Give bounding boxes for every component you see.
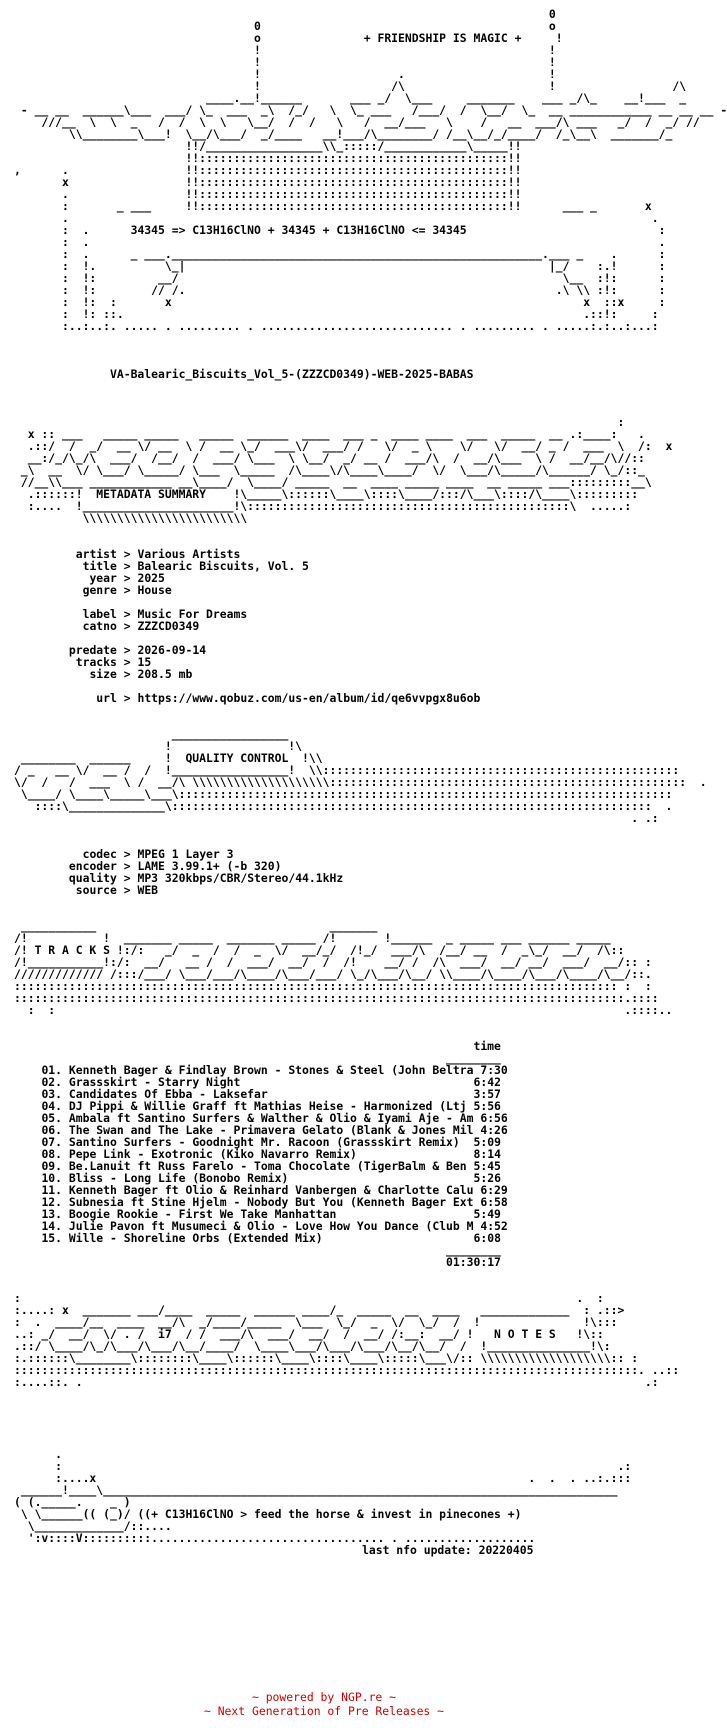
- track-title: DJ Pippi & Willie Graff ft Mathias Heise - Harmonized (Ltj: [68, 1099, 467, 1113]
- info-row: quality > MP3 320kbps/CBR/Stereo/44.1kHz: [62, 871, 344, 885]
- track-time: 6:08: [473, 1231, 501, 1245]
- info-value[interactable]: https://www.qobuz.com/us-en/album/id/qe6vvpgx8u6ob: [137, 691, 481, 705]
- info-value: Various Artists: [137, 547, 241, 561]
- bottom-ascii-art: . : .: :....x . . . ..:.::: ______!____\___________________________________________________________________________ ( (._____. _ ) \ \______(( (_)/ ((+ C13H16ClNO > feed the horse & invest in pinecones +) \_____________/::.... ':v::::V::::::::::.................................. . ...................: [14, 1447, 632, 1545]
- footer-tagline: ~ Next Generation of Pre Releases ~: [203, 1704, 445, 1718]
- info-value: 208.5 mb: [137, 667, 193, 681]
- info-value: Balearic Biscuits, Vol. 5: [137, 559, 309, 573]
- track-number: 10.: [41, 1171, 63, 1185]
- track-title: Bliss - Long Life (Bonobo Remix): [68, 1171, 289, 1185]
- info-key: url: [62, 691, 117, 705]
- track-time: 5:49: [473, 1207, 501, 1221]
- info-key: predate: [62, 643, 117, 657]
- release-name: VA-Balearic_Biscuits_Vol_5-(ZZZCD0349)-WEB-2025-BABAS: [110, 367, 474, 381]
- track-title: Santino Surfers - Goodnight Mr. Racoon (Grassskirt Remix): [68, 1135, 460, 1149]
- total-rule: ________: [446, 1243, 501, 1257]
- track-title: Candidates Of Ebba - Laksefar: [68, 1087, 268, 1101]
- track-time: 5:09: [473, 1135, 501, 1149]
- info-value: 15: [137, 655, 152, 669]
- track-time: 6:42: [473, 1075, 501, 1089]
- metadata-summary: [14, 548, 727, 704]
- info-row: year > 2025: [62, 571, 165, 585]
- track-number: 05.: [41, 1111, 63, 1125]
- notes-header-art: : . : :....: x _______ ___/____ _____ ______ ____/_ _____ __ ____ _____________ : .::> : . ____/__ ____ __/\ _/____/_____ \___ \_/ _ \/ \_/ / ! !\::: ..: _/ __/ \/ . / i7 / / ___/\ ___/ __/ / __/ /:__: __/ ! N O T E S !\:: .::/ \____/\_/\___/\___/\__/____/ \____\___/\___/\___/\__/\__/ / !_______________!\: :.::::::\________\::::::::\____\::::::\____\::::\____\:::::\___\/:: \\\\\\\\\\\\\\\\\\\:: : :::::::::::::::::::::::::::::::::::::::::::::::::::::::::::::::::::::::::::::::::::::::::::. ..:: :....::. . .:: [14, 1291, 680, 1389]
- track-title: The Swan and The Lake - Primavera Gelato (Blank & Jones Mil: [68, 1123, 474, 1137]
- info-value: House: [137, 583, 172, 597]
- info-row: size > 208.5 mb: [62, 667, 193, 681]
- header-rule: ________: [446, 1051, 501, 1065]
- track-title: Boogie Rookie - First We Take Manhattan: [68, 1207, 337, 1221]
- info-row: predate > 2026-09-14: [62, 643, 207, 657]
- track-number: 15.: [41, 1231, 63, 1245]
- info-row: catno > ZZZCD0349: [62, 619, 200, 633]
- info-row: url > https://www.qobuz.com/us-en/album/id/qe6vvpgx8u6ob: [62, 691, 481, 705]
- info-value: Music For Dreams: [137, 607, 248, 621]
- info-key: title: [62, 559, 117, 573]
- info-value: 2025: [137, 571, 165, 585]
- track-time: 4:26: [480, 1123, 508, 1137]
- quality-header-art: _________________ ! !\ ________ ______ ! QUALITY CONTROL !\\ / _ __ \/ __ / / !_________________! \\:::::::::::::::::::::::::::::::::::::::::::::::::::: \/ / / ___ \ / __/\ \\\\\\\\\\\\\\\\\\\\:::::::::::::::::::::::::::::::::::::::::::::::::::: . \____/ \____\_____\___\:::::::::::::::::::::::::::::::::::::::::::::::::::::::::::::::::::::::: ::::\______________\:::::::::::::::::::::::::::::::::::::::::::::::::::::::::::::::::::::: . . .:: [14, 727, 707, 825]
- info-row: title > Balearic Biscuits, Vol. 5: [62, 559, 309, 573]
- track-number: 09.: [41, 1159, 63, 1173]
- track-title: Julie Pavon ft Musumeci & Olio - Love How You Dance (Club M: [68, 1219, 474, 1233]
- track-time: 7:30: [480, 1063, 508, 1077]
- track-number: 02.: [41, 1075, 63, 1089]
- track-time: 8:14: [473, 1147, 501, 1161]
- track-title: Kenneth Bager ft Olio & Reinhard Vanbergen & Charlotte Calu: [68, 1183, 474, 1197]
- top-ascii-art: 0 0 o o + FRIENDSHIP IS MAGIC + ! ! ! ! ! ! . ! ! /\ ! /\ ____.__!______ ___ _/ \___ _______ ___ _/\_ __!___ _ - __ __ ______\___ ___/ \_ ___ _\ /_/ \ \_ ___ /___/ / \__/ \_ __ ____________ __ __ __ - ///__ \ \ _ / / \ \ \__/ / / \ / __/___ \ / __ ___/\ ___ _/ / _/ // \\________\___! \__/\___/ _/____ __!___/\________/ /__\__/_/____/ /_\__\ _______/_ !!/_________________\\_:::::/____________\_____!! !!:::::::::::::::::::::::::::::::::::::::::::::!! , . !!:::::::::::::::::::::::::::::::::::::::::::::!! x !!:::::::::::::::::::::::::::::::::::::::::::::!! . !!:::::::::::::::::::::::::::::::::::::::::::::!! : _ ___ !!:::::::::::::::::::::::::::::::::::::::::::::!! ___ _ x . . : . 34345 => C13H16ClNO + 34345 + C13H16ClNO <= 34345 : : . . : . _ ___.______________________________________________________.___ _ . : : !. \_| |_/ :.! : : !: __/ \__ :!: : : !: // /. .\ \\ :!: : : !: : x x ::x : : !: ::. .::!: : :..:..:. ..... . ......... . ............................ . ......... . .....:.:..:...:: [14, 7, 727, 333]
- track-title: Pepe Link - Exotronic (Kiko Navarro Remix): [68, 1147, 357, 1161]
- track-time: 6:29: [480, 1183, 508, 1197]
- info-key: codec: [62, 847, 117, 861]
- total-time: 01:30:17: [446, 1255, 501, 1269]
- track-title: Subnesia ft Stine Hjelm - Nobody But You (Kenneth Bager Ext: [68, 1195, 474, 1209]
- last-update: last nfo update: 20220405: [362, 1543, 534, 1557]
- info-value: LAME 3.99.1+ (-b 320): [137, 859, 282, 873]
- track-number: 04.: [41, 1099, 63, 1113]
- track-time: 3:57: [473, 1087, 501, 1101]
- track-title: Grassskirt - Starry Night: [68, 1075, 241, 1089]
- track-number: 14.: [41, 1219, 63, 1233]
- track-time: 5:45: [473, 1159, 501, 1173]
- info-key: artist: [62, 547, 117, 561]
- track-number: 01.: [41, 1063, 63, 1077]
- info-key: source: [62, 883, 117, 897]
- metadata-header-art: : x :: ___ _____ _____ _____ ______ ____ ___ _ ____ ____ ___ _____ __ .:____: . .::/ / _/ __ \/ __ \ / __ \_/ ___\/ ___/ / \/ _ \ \/ \/ __/ _ / ___ \ /: x __:/_/\_/\ ___/ /__/ / ___/ \___ \ \__/ _/ __ / ___/\ / __/\___ \ / __/__/\//:: _\ __ \/ \___/ \_____/ \___ \_____ /\____\/\____\____/ \/ \___/\_____/\______/ \_/::_ //__\\___ ____________ __\____/ \____/ _____ __ ____ _____ ____ __ _____ ___:::::::::__\ .::::::! METADATA SUMMARY !\_____\::::::\____\::::\____/:::/\___\::::/\____\::::::::: :.... !______________________!\:::::::::::::::::::::::::::::::::::::::::::::::\ .....: \\\\\\\\\\\\\\\\\\\\\\\\: [20, 415, 673, 525]
- table-row: [14, 1256, 727, 1268]
- track-title: Ambala ft Santino Surfers & Walther & Olio & Iyami Aje - Am: [68, 1111, 474, 1125]
- info-key: quality: [62, 871, 117, 885]
- info-value: MP3 320kbps/CBR/Stereo/44.1kHz: [137, 871, 344, 885]
- info-key: catno: [62, 619, 117, 633]
- nfo-text: [14, 8, 727, 1556]
- info-row: codec > MPEG 1 Layer 3: [62, 847, 234, 861]
- info-key: year: [62, 571, 117, 585]
- footer-powered-by: ~ powered by NGP.re ~: [251, 1690, 396, 1704]
- info-value: MPEG 1 Layer 3: [137, 847, 234, 861]
- info-row: artist > Various Artists: [62, 547, 241, 561]
- info-row: tracks > 15: [62, 655, 152, 669]
- track-number: 06.: [41, 1123, 63, 1137]
- track-number: 08.: [41, 1147, 63, 1161]
- tracklist: [14, 1040, 727, 1268]
- info-key: tracks: [62, 655, 117, 669]
- quality-summary: [14, 848, 727, 896]
- track-time: 6:58: [480, 1195, 508, 1209]
- time-column-header: time: [473, 1039, 501, 1053]
- info-row: label > Music For Dreams: [62, 607, 248, 621]
- track-time: 4:52: [480, 1219, 508, 1233]
- info-key: size: [62, 667, 117, 681]
- track-title: Wille - Shoreline Orbs (Extended Mix): [68, 1231, 323, 1245]
- tracks-header-art: ___________ _______ /! ! _______ _____ _______ _____ /! !______ _ _____ ___ ______ _____ /! T R A C K S !:/: _/ _ / / _ \/ __/_/ /!_/ ___/\ /__/ __ / _\_/ __/ /\:: /!___________!:/: __/ __ / / ___/ __/ / /! __/ / /\ ___/ __/ __/ ___/ __/:: : ///////////// /:::/___/ \___/___/\____/\___/___/ \_/\___/\__/ \\____/\____/\___/\____/\__/::. :::::::::::::::::::::::::::::::::::::::::::::::::::::::::::::::::::::::::::::::::::::::: : : :::::::::::::::::::::::::::::::::::::::::::::::::::::::::::::::::::::::::::::::::::::::::.:::: : : .::::..: [14, 919, 673, 1017]
- info-value: ZZZCD0349: [137, 619, 200, 633]
- track-number: 07.: [41, 1135, 63, 1149]
- footer: [0, 1690, 648, 1718]
- info-value: 2026-09-14: [137, 643, 207, 657]
- info-row: source > WEB: [62, 883, 159, 897]
- track-number: 11.: [41, 1183, 63, 1197]
- track-title: Kenneth Bager & Findlay Brown - Stones & Steel (John Beltra: [68, 1063, 474, 1077]
- info-key: encoder: [62, 859, 117, 873]
- info-row: genre > House: [62, 583, 172, 597]
- track-number: 13.: [41, 1207, 63, 1221]
- info-row: encoder > LAME 3.99.1+ (-b 320): [62, 859, 282, 873]
- info-value: WEB: [137, 883, 159, 897]
- track-number: 12.: [41, 1195, 63, 1209]
- info-key: label: [62, 607, 117, 621]
- track-time: 5:26: [473, 1171, 501, 1185]
- track-title: Be.Lanuit ft Russ Farelo - Toma Chocolate (TigerBalm & Ben: [68, 1159, 467, 1173]
- track-time: 5:56: [473, 1099, 501, 1113]
- info-key: genre: [62, 583, 117, 597]
- track-time: 6:56: [480, 1111, 508, 1125]
- track-number: 03.: [41, 1087, 63, 1101]
